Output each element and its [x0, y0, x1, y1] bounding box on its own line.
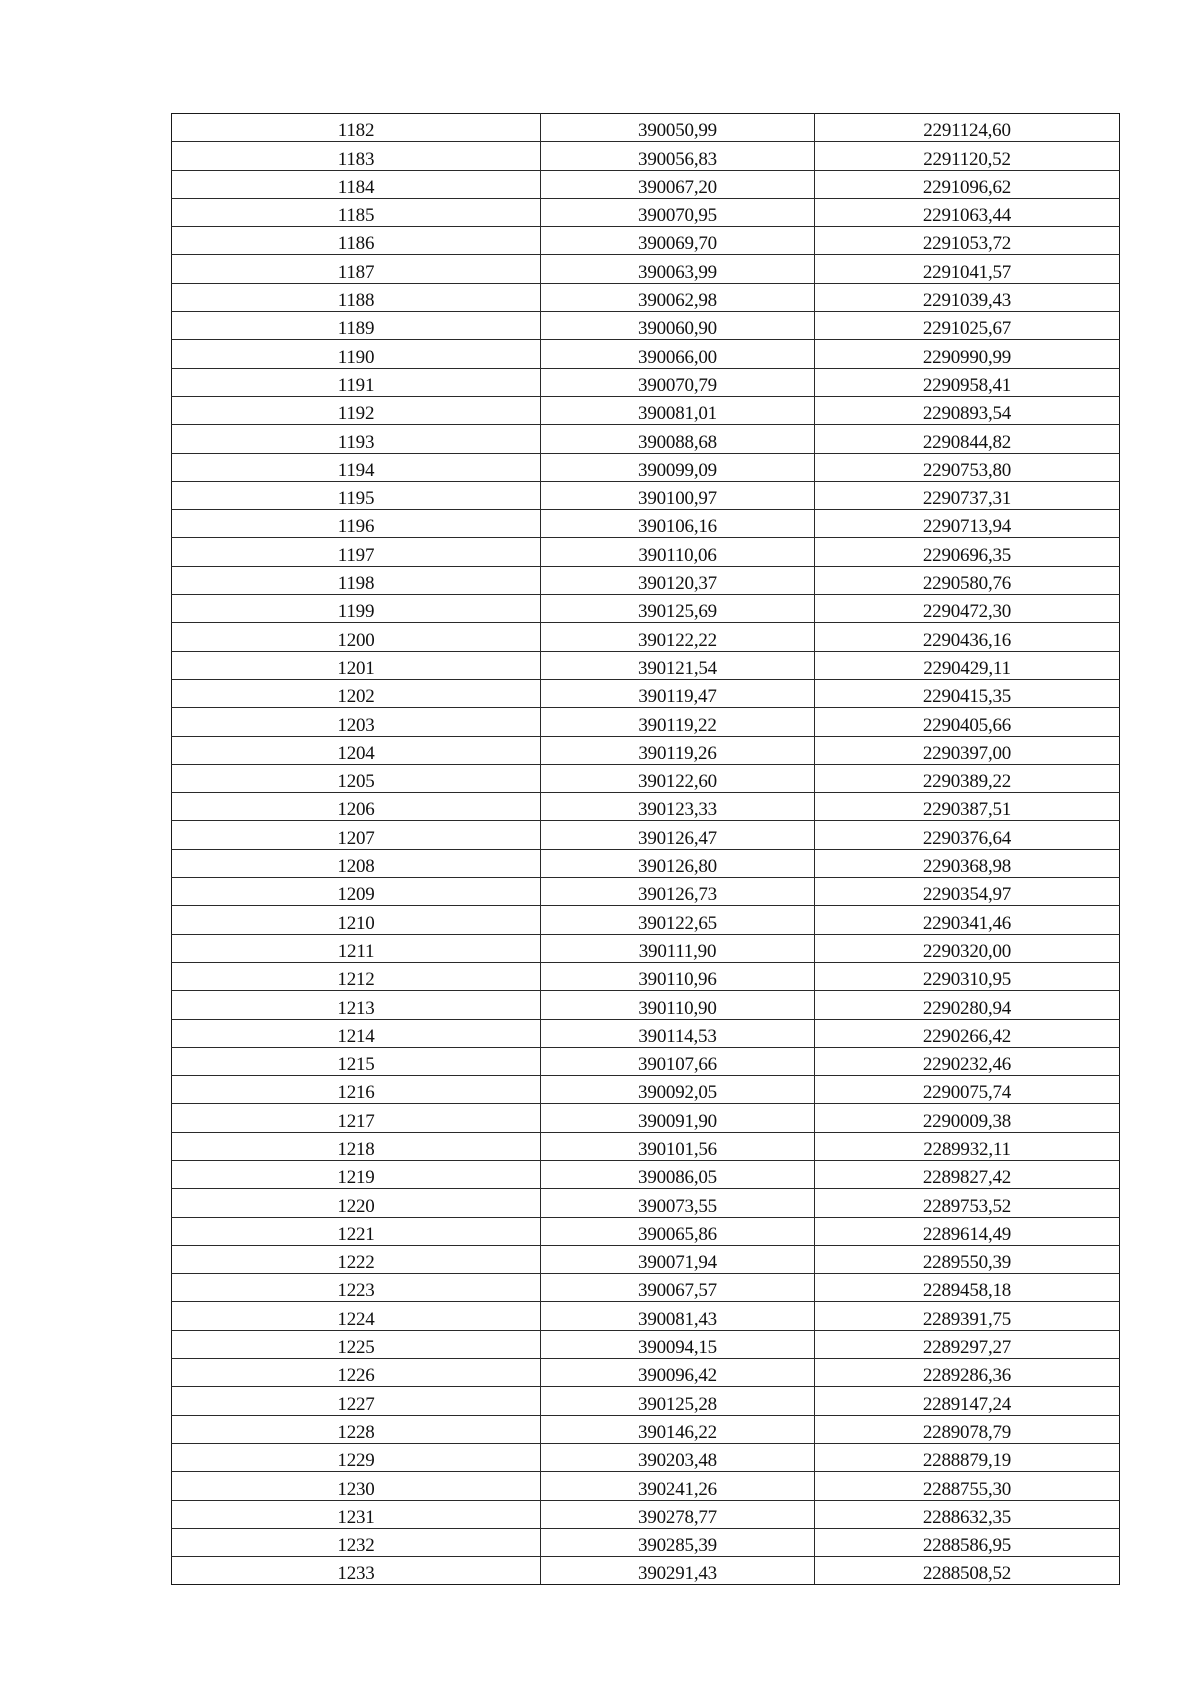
x-coordinate-cell: 390066,00: [541, 340, 815, 368]
point-number-cell: 1232: [172, 1528, 541, 1556]
x-coordinate-cell: 390122,65: [541, 906, 815, 934]
x-coordinate-cell: 390119,26: [541, 736, 815, 764]
point-number-cell: 1230: [172, 1472, 541, 1500]
point-number-cell: 1182: [172, 114, 541, 142]
table-row: [172, 793, 1120, 821]
x-coordinate-cell: 390203,48: [541, 1443, 815, 1471]
table-row: [172, 170, 1120, 198]
x-coordinate-cell: 390291,43: [541, 1557, 815, 1585]
y-coordinate-cell: 2290320,00: [815, 934, 1120, 962]
point-number-cell: 1202: [172, 679, 541, 707]
point-number-cell: 1201: [172, 651, 541, 679]
table-row: [172, 1500, 1120, 1528]
y-coordinate-cell: 2289078,79: [815, 1415, 1120, 1443]
coordinate-table: [171, 113, 1120, 1585]
x-coordinate-cell: 390121,54: [541, 651, 815, 679]
point-number-cell: 1212: [172, 962, 541, 990]
x-coordinate-cell: 390122,22: [541, 623, 815, 651]
y-coordinate-cell: 2290958,41: [815, 368, 1120, 396]
table-row: [172, 114, 1120, 142]
table-row: [172, 595, 1120, 623]
x-coordinate-cell: 390146,22: [541, 1415, 815, 1443]
y-coordinate-cell: 2290713,94: [815, 510, 1120, 538]
table-row: [172, 1359, 1120, 1387]
point-number-cell: 1196: [172, 510, 541, 538]
table-row: [172, 934, 1120, 962]
x-coordinate-cell: 390123,33: [541, 793, 815, 821]
table-row: [172, 538, 1120, 566]
point-number-cell: 1200: [172, 623, 541, 651]
point-number-cell: 1220: [172, 1189, 541, 1217]
x-coordinate-cell: 390062,98: [541, 283, 815, 311]
y-coordinate-cell: 2288755,30: [815, 1472, 1120, 1500]
x-coordinate-cell: 390094,15: [541, 1330, 815, 1358]
x-coordinate-cell: 390069,70: [541, 227, 815, 255]
table-row: [172, 142, 1120, 170]
table-row: [172, 1160, 1120, 1188]
x-coordinate-cell: 390110,06: [541, 538, 815, 566]
table-row: [172, 227, 1120, 255]
x-coordinate-cell: 390107,66: [541, 1047, 815, 1075]
x-coordinate-cell: 390070,95: [541, 198, 815, 226]
y-coordinate-cell: 2290397,00: [815, 736, 1120, 764]
x-coordinate-cell: 390081,43: [541, 1302, 815, 1330]
point-number-cell: 1221: [172, 1217, 541, 1245]
point-number-cell: 1183: [172, 142, 541, 170]
table-row: [172, 255, 1120, 283]
x-coordinate-cell: 390126,80: [541, 849, 815, 877]
table-row: [172, 1557, 1120, 1585]
table-row: [172, 849, 1120, 877]
point-number-cell: 1205: [172, 764, 541, 792]
y-coordinate-cell: 2290753,80: [815, 453, 1120, 481]
point-number-cell: 1217: [172, 1104, 541, 1132]
x-coordinate-cell: 390241,26: [541, 1472, 815, 1500]
x-coordinate-cell: 390110,96: [541, 962, 815, 990]
point-number-cell: 1190: [172, 340, 541, 368]
table-row: [172, 1132, 1120, 1160]
table-row: [172, 1047, 1120, 1075]
x-coordinate-cell: 390065,86: [541, 1217, 815, 1245]
x-coordinate-cell: 390099,09: [541, 453, 815, 481]
table-row: [172, 1245, 1120, 1273]
point-number-cell: 1191: [172, 368, 541, 396]
table-row: [172, 283, 1120, 311]
y-coordinate-cell: 2290075,74: [815, 1076, 1120, 1104]
table-row: [172, 453, 1120, 481]
y-coordinate-cell: 2290696,35: [815, 538, 1120, 566]
x-coordinate-cell: 390285,39: [541, 1528, 815, 1556]
x-coordinate-cell: 390081,01: [541, 396, 815, 424]
y-coordinate-cell: 2291025,67: [815, 312, 1120, 340]
point-number-cell: 1233: [172, 1557, 541, 1585]
y-coordinate-cell: 2290990,99: [815, 340, 1120, 368]
point-number-cell: 1198: [172, 566, 541, 594]
y-coordinate-cell: 2288586,95: [815, 1528, 1120, 1556]
y-coordinate-cell: 2289614,49: [815, 1217, 1120, 1245]
table-row: [172, 198, 1120, 226]
y-coordinate-cell: 2290387,51: [815, 793, 1120, 821]
table-row: [172, 1472, 1120, 1500]
y-coordinate-cell: 2290376,64: [815, 821, 1120, 849]
point-number-cell: 1187: [172, 255, 541, 283]
y-coordinate-cell: 2290310,95: [815, 962, 1120, 990]
x-coordinate-cell: 390126,47: [541, 821, 815, 849]
y-coordinate-cell: 2290232,46: [815, 1047, 1120, 1075]
table-row: [172, 368, 1120, 396]
point-number-cell: 1195: [172, 481, 541, 509]
y-coordinate-cell: 2290354,97: [815, 878, 1120, 906]
point-number-cell: 1184: [172, 170, 541, 198]
x-coordinate-cell: 390110,90: [541, 991, 815, 1019]
y-coordinate-cell: 2288632,35: [815, 1500, 1120, 1528]
point-number-cell: 1199: [172, 595, 541, 623]
table-row: [172, 1217, 1120, 1245]
point-number-cell: 1197: [172, 538, 541, 566]
y-coordinate-cell: 2290893,54: [815, 396, 1120, 424]
table-row: [172, 312, 1120, 340]
point-number-cell: 1209: [172, 878, 541, 906]
y-coordinate-cell: 2290737,31: [815, 481, 1120, 509]
table-row: [172, 1076, 1120, 1104]
x-coordinate-cell: 390119,47: [541, 679, 815, 707]
point-number-cell: 1229: [172, 1443, 541, 1471]
table-row: [172, 736, 1120, 764]
table-row: [172, 1104, 1120, 1132]
y-coordinate-cell: 2290341,46: [815, 906, 1120, 934]
y-coordinate-cell: 2291124,60: [815, 114, 1120, 142]
point-number-cell: 1192: [172, 396, 541, 424]
y-coordinate-cell: 2290415,35: [815, 679, 1120, 707]
point-number-cell: 1227: [172, 1387, 541, 1415]
point-number-cell: 1214: [172, 1019, 541, 1047]
table-row: [172, 651, 1120, 679]
y-coordinate-cell: 2290266,42: [815, 1019, 1120, 1047]
point-number-cell: 1225: [172, 1330, 541, 1358]
point-number-cell: 1207: [172, 821, 541, 849]
point-number-cell: 1219: [172, 1160, 541, 1188]
y-coordinate-cell: 2290436,16: [815, 623, 1120, 651]
table-row: [172, 1274, 1120, 1302]
coordinate-table-body: [172, 114, 1120, 1585]
x-coordinate-cell: 390091,90: [541, 1104, 815, 1132]
table-row: [172, 1189, 1120, 1217]
table-row: [172, 1443, 1120, 1471]
x-coordinate-cell: 390060,90: [541, 312, 815, 340]
x-coordinate-cell: 390063,99: [541, 255, 815, 283]
x-coordinate-cell: 390067,20: [541, 170, 815, 198]
x-coordinate-cell: 390120,37: [541, 566, 815, 594]
point-number-cell: 1188: [172, 283, 541, 311]
table-row: [172, 878, 1120, 906]
y-coordinate-cell: 2289286,36: [815, 1359, 1120, 1387]
y-coordinate-cell: 2290009,38: [815, 1104, 1120, 1132]
x-coordinate-cell: 390114,53: [541, 1019, 815, 1047]
table-row: [172, 566, 1120, 594]
x-coordinate-cell: 390278,77: [541, 1500, 815, 1528]
point-number-cell: 1204: [172, 736, 541, 764]
point-number-cell: 1194: [172, 453, 541, 481]
table-row: [172, 481, 1120, 509]
table-row: [172, 623, 1120, 651]
x-coordinate-cell: 390126,73: [541, 878, 815, 906]
table-row: [172, 991, 1120, 1019]
point-number-cell: 1216: [172, 1076, 541, 1104]
point-number-cell: 1203: [172, 708, 541, 736]
y-coordinate-cell: 2291053,72: [815, 227, 1120, 255]
x-coordinate-cell: 390125,28: [541, 1387, 815, 1415]
point-number-cell: 1185: [172, 198, 541, 226]
point-number-cell: 1222: [172, 1245, 541, 1273]
y-coordinate-cell: 2289753,52: [815, 1189, 1120, 1217]
y-coordinate-cell: 2290844,82: [815, 425, 1120, 453]
table-row: [172, 821, 1120, 849]
x-coordinate-cell: 390092,05: [541, 1076, 815, 1104]
y-coordinate-cell: 2289827,42: [815, 1160, 1120, 1188]
y-coordinate-cell: 2289147,24: [815, 1387, 1120, 1415]
point-number-cell: 1206: [172, 793, 541, 821]
x-coordinate-cell: 390119,22: [541, 708, 815, 736]
point-number-cell: 1215: [172, 1047, 541, 1075]
point-number-cell: 1189: [172, 312, 541, 340]
point-number-cell: 1213: [172, 991, 541, 1019]
y-coordinate-cell: 2291041,57: [815, 255, 1120, 283]
y-coordinate-cell: 2291096,62: [815, 170, 1120, 198]
x-coordinate-cell: 390100,97: [541, 481, 815, 509]
x-coordinate-cell: 390111,90: [541, 934, 815, 962]
y-coordinate-cell: 2290389,22: [815, 764, 1120, 792]
y-coordinate-cell: 2290472,30: [815, 595, 1120, 623]
point-number-cell: 1186: [172, 227, 541, 255]
y-coordinate-cell: 2290580,76: [815, 566, 1120, 594]
x-coordinate-cell: 390106,16: [541, 510, 815, 538]
y-coordinate-cell: 2288508,52: [815, 1557, 1120, 1585]
point-number-cell: 1231: [172, 1500, 541, 1528]
x-coordinate-cell: 390050,99: [541, 114, 815, 142]
table-row: [172, 1330, 1120, 1358]
point-number-cell: 1226: [172, 1359, 541, 1387]
table-row: [172, 1387, 1120, 1415]
x-coordinate-cell: 390071,94: [541, 1245, 815, 1273]
table-row: [172, 340, 1120, 368]
y-coordinate-cell: 2290280,94: [815, 991, 1120, 1019]
table-row: [172, 1415, 1120, 1443]
table-row: [172, 708, 1120, 736]
point-number-cell: 1193: [172, 425, 541, 453]
x-coordinate-cell: 390125,69: [541, 595, 815, 623]
table-row: [172, 396, 1120, 424]
table-row: [172, 1019, 1120, 1047]
y-coordinate-cell: 2290429,11: [815, 651, 1120, 679]
y-coordinate-cell: 2289458,18: [815, 1274, 1120, 1302]
x-coordinate-cell: 390101,56: [541, 1132, 815, 1160]
point-number-cell: 1223: [172, 1274, 541, 1302]
y-coordinate-cell: 2289550,39: [815, 1245, 1120, 1273]
table-row: [172, 764, 1120, 792]
table-row: [172, 425, 1120, 453]
y-coordinate-cell: 2289391,75: [815, 1302, 1120, 1330]
x-coordinate-cell: 390070,79: [541, 368, 815, 396]
x-coordinate-cell: 390086,05: [541, 1160, 815, 1188]
table-row: [172, 1528, 1120, 1556]
table-row: [172, 906, 1120, 934]
y-coordinate-cell: 2290368,98: [815, 849, 1120, 877]
y-coordinate-cell: 2291120,52: [815, 142, 1120, 170]
table-row: [172, 510, 1120, 538]
table-row: [172, 679, 1120, 707]
y-coordinate-cell: 2289297,27: [815, 1330, 1120, 1358]
x-coordinate-cell: 390088,68: [541, 425, 815, 453]
y-coordinate-cell: 2289932,11: [815, 1132, 1120, 1160]
point-number-cell: 1228: [172, 1415, 541, 1443]
point-number-cell: 1208: [172, 849, 541, 877]
y-coordinate-cell: 2290405,66: [815, 708, 1120, 736]
x-coordinate-cell: 390067,57: [541, 1274, 815, 1302]
x-coordinate-cell: 390056,83: [541, 142, 815, 170]
x-coordinate-cell: 390122,60: [541, 764, 815, 792]
y-coordinate-cell: 2291063,44: [815, 198, 1120, 226]
point-number-cell: 1211: [172, 934, 541, 962]
point-number-cell: 1210: [172, 906, 541, 934]
x-coordinate-cell: 390073,55: [541, 1189, 815, 1217]
point-number-cell: 1224: [172, 1302, 541, 1330]
table-row: [172, 1302, 1120, 1330]
point-number-cell: 1218: [172, 1132, 541, 1160]
x-coordinate-cell: 390096,42: [541, 1359, 815, 1387]
table-row: [172, 962, 1120, 990]
y-coordinate-cell: 2291039,43: [815, 283, 1120, 311]
y-coordinate-cell: 2288879,19: [815, 1443, 1120, 1471]
